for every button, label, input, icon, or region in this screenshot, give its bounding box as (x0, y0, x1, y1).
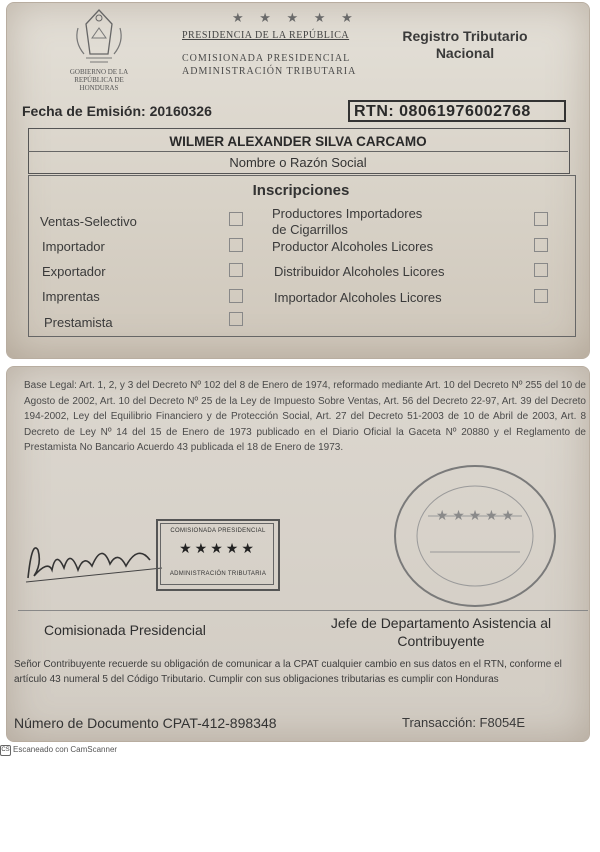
inscripciones-title: Inscripciones (252, 182, 350, 199)
taxpayer-notice: Señor Contribuyente recuerde su obligación de comunicar a la CPAT cualquier cambio en sus datos en el RTN, conforme el artículo 43 numeral 5 del Código Tributario. Cumplir con sus obligaciones tributarias es cumplir con Honduras (14, 659, 562, 685)
scanner-watermark: Escaneado con CamScanner (13, 745, 118, 754)
registro-title (380, 28, 550, 62)
legal-basis-text: Base Legal: Art. 1, 2, y 3 del Decreto Nº 102 del 8 de Enero de 1974, reformado mediante Art. 10 del Decreto Nº 255 del 10 de Agosto de 2002, Art. 10 del Decreto Nº 25 de la Ley de Impuesto Sobre Ventas, Art. 56 del Decreto 22-97, Art. 39 del Decreto 194-2002, Ley del Equilibrio Financiero y de Protección Social, Art. 27 del Decreto 51-2003 de 10 de Abril de 2003, Art. 8 Decreto de Ley Nº 14 del 15 de Enero de 1973 publicado en el Diario Oficial la Gaceta Nº 20880 y el Reglamento de Prestamista No Bancario Acuerdo 43 publicada el 18 de Enero de 1973. (24, 380, 586, 453)
document-number: Número de Documento CPAT-412-898348 (14, 715, 277, 731)
insc-productores-line-2: de Cigarrillos (272, 222, 348, 237)
holder-name: WILMER ALEXANDER SILVA CARCAMO (169, 134, 427, 149)
government-label: GOBIERNO DE LA REPÚBLICA DE HONDURAS (69, 68, 129, 92)
name-divider (28, 151, 568, 152)
stamp-bottom-text: ADMINISTRACIÓN TRIBUTARIA (169, 571, 267, 577)
registro-line-1: Registro Tributario (402, 28, 528, 44)
checkbox-exportador (229, 263, 243, 277)
stamp-stars: ★★★★★ (179, 540, 257, 556)
checkbox-productores-cigarrillos (534, 212, 548, 226)
national-coat-of-arms-icon (72, 8, 126, 66)
jefe-departamento-label: Jefe de Departamento Asistencia al Contribuyente (330, 615, 552, 649)
comisionada-presidencial-label: Comisionada Presidencial (44, 622, 206, 638)
checkbox-importador (229, 238, 243, 252)
svg-text:★ ★ ★ ★ ★: ★ ★ ★ ★ ★ (435, 507, 515, 523)
round-seal-stamp (390, 460, 560, 610)
stamp-top-text: COMISIONADA PRESIDENCIAL (170, 528, 266, 534)
insc-importador-alcoholes: Importador Alcoholes Licores (274, 290, 442, 305)
insc-prestamista: Prestamista (44, 315, 113, 330)
insc-imprentas: Imprentas (42, 289, 100, 304)
checkbox-distribuidor-alcoholes (534, 263, 548, 277)
comision-line-1: COMISIONADA PRESIDENCIAL (182, 53, 351, 64)
checkbox-prestamista (229, 312, 243, 326)
checkbox-importador-alcoholes (534, 289, 548, 303)
comision-line-2: ADMINISTRACIÓN TRIBUTARIA (182, 66, 357, 77)
insc-exportador: Exportador (42, 264, 106, 279)
inscripciones-box (28, 175, 576, 337)
signature-divider (18, 610, 588, 611)
insc-ventas-selectivo: Ventas-Selectivo (40, 214, 137, 229)
signature-scribble (22, 520, 172, 590)
presidencia-label: PRESIDENCIA DE LA REPÚBLICA (182, 30, 350, 41)
camscanner-icon: CS (0, 745, 11, 756)
header-stars: ★ ★ ★ ★ ★ (232, 10, 359, 25)
insc-productores-line-1: Productores Importadores (272, 206, 423, 221)
insc-distribuidor-alcoholes: Distribuidor Alcoholes Licores (274, 264, 445, 279)
insc-productores-importadores-cigarrillos (272, 206, 422, 238)
registro-line-2: Nacional (435, 45, 495, 61)
checkbox-productor-alcoholes (534, 238, 548, 252)
fecha-emision: Fecha de Emisión: 20160326 (22, 103, 212, 119)
insc-productor-alcoholes: Productor Alcoholes Licores (272, 239, 434, 254)
comision-label (182, 52, 356, 78)
holder-name-label: Nombre o Razón Social (229, 155, 367, 170)
checkbox-imprentas (229, 289, 243, 303)
rtn-number: RTN: 08061976002768 (348, 100, 566, 122)
transaction-code: Transacción: F8054E (402, 715, 526, 730)
insc-importador: Importador (42, 239, 105, 254)
checkbox-ventas-selectivo (229, 212, 243, 226)
